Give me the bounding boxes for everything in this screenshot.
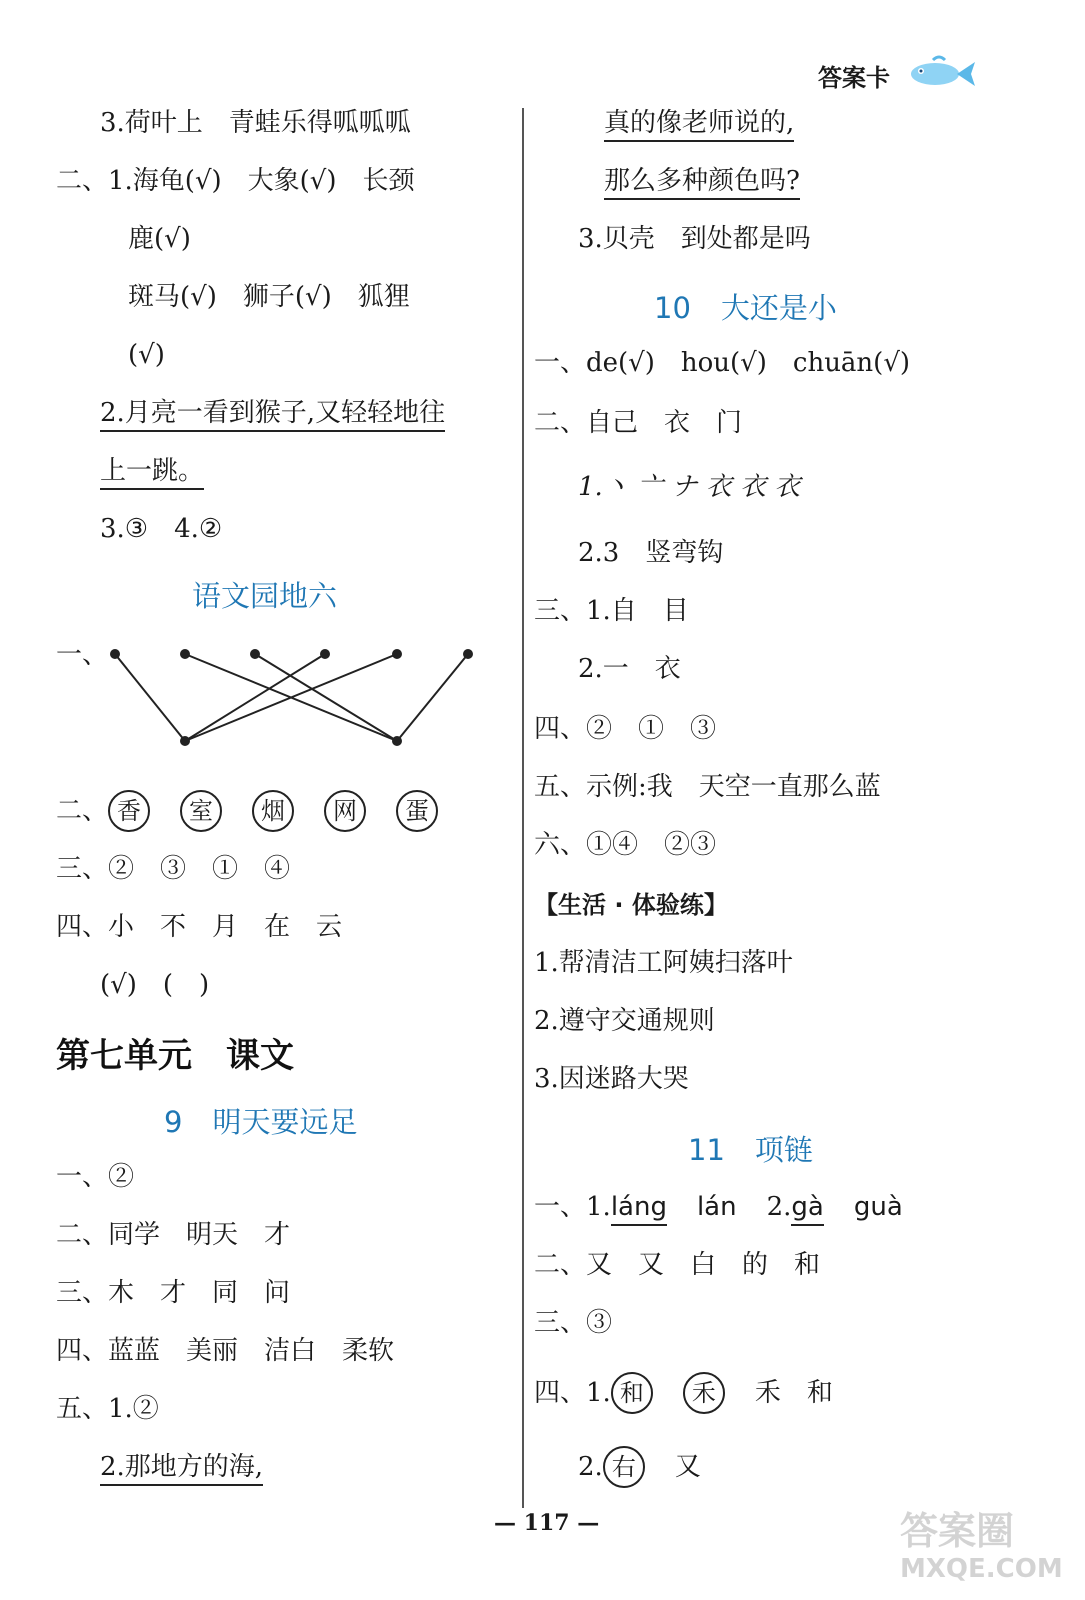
d5-prefix: 2.: [578, 1452, 603, 1482]
page-number-value: 117: [523, 1510, 570, 1536]
left-a1: 一、②: [56, 1162, 135, 1192]
fish-icon: [905, 52, 977, 92]
pinyin-ga: gà: [791, 1192, 823, 1226]
d4-rest: 禾 和: [754, 1378, 833, 1408]
page-number: — 117 —: [494, 1510, 600, 1536]
left-line-8: 3.③ 4.②: [100, 514, 223, 544]
watermark-line-2: MXQE.COM: [900, 1554, 1063, 1584]
left-a2: 二、同学 明天 才: [56, 1220, 291, 1250]
circled-char: 香: [108, 790, 150, 832]
circled-chars-row: [56, 790, 468, 832]
lesson-11-number: 11: [688, 1133, 725, 1167]
heading-lesson-11: [688, 1128, 813, 1169]
lesson-10-number: 10: [654, 291, 691, 325]
right-line-3: 3.贝壳 到处都是吗: [578, 224, 811, 254]
right-b6: 2.一 衣: [578, 654, 681, 684]
right-b7: 四、② ① ③: [534, 714, 717, 744]
lesson-9-number: 9: [164, 1105, 183, 1139]
left-a5: 五、1.②: [56, 1394, 159, 1424]
right-d1: [534, 1192, 903, 1222]
lesson-11-title: 项链: [754, 1133, 813, 1167]
right-d5: [578, 1446, 701, 1488]
left-line-4: 斑马(√) 狮子(√) 狐狸: [128, 282, 410, 312]
right-c3: 3.因迷路大哭: [534, 1064, 689, 1094]
right-d3: 三、③: [534, 1308, 613, 1338]
circled-char: 烟: [252, 790, 294, 832]
pinyin-lang: láng: [611, 1192, 667, 1226]
watermark: [900, 1509, 1063, 1584]
right-d4: [534, 1372, 833, 1414]
circled-char: 禾: [683, 1372, 725, 1414]
left-line-5: (√): [128, 340, 165, 370]
d1-prefix: 一、1.: [534, 1192, 611, 1222]
left-san: 三、② ③ ① ④: [56, 854, 291, 884]
left-line-3: 鹿(√): [128, 224, 191, 254]
right-b9: 六、①④ ②③: [534, 830, 717, 860]
right-b2: 二、自己 衣 门: [534, 408, 743, 438]
right-c1: 1.帮清洁工阿姨扫落叶: [534, 948, 793, 978]
right-d2: 二、又 又 白 的 和: [534, 1250, 821, 1280]
circled-char: 和: [611, 1372, 653, 1414]
right-line-2: 那么多种颜色吗?: [604, 166, 800, 200]
right-b8: 五、示例:我 天空一直那么蓝: [534, 772, 881, 802]
matching-lines-diagram: [100, 640, 490, 760]
right-b5: 三、1.自 目: [534, 596, 689, 626]
header-label: 答案卡: [818, 64, 890, 92]
left-si: 四、小 不 月 在 云: [56, 912, 343, 942]
d1-num2: 2.: [766, 1192, 792, 1222]
circled-char: 室: [180, 790, 222, 832]
heading-lesson-9: [164, 1100, 357, 1141]
left-si-2: (√) ( ): [100, 970, 210, 1000]
watermark-line-1: 答案圈: [900, 1509, 1015, 1553]
matching-prefix: 一、: [56, 640, 109, 670]
circled-char: 右: [603, 1446, 645, 1488]
unit-title: 第七单元 课文: [56, 1036, 294, 1076]
lesson-10-title: 大还是小: [720, 291, 837, 325]
left-a3: 三、木 才 同 问: [56, 1278, 291, 1308]
right-b4: 2.3 竖弯钩: [578, 538, 724, 568]
circled-char: 网: [324, 790, 366, 832]
pinyin-lan: lán: [696, 1192, 737, 1222]
heading-lesson-10: [654, 286, 837, 327]
left-a4: 四、蓝蓝 美丽 洁白 柔软: [56, 1336, 395, 1366]
left-line-7: 上一跳。: [100, 456, 204, 490]
pinyin-gua: guà: [853, 1192, 903, 1222]
d5-rest: 又: [674, 1452, 701, 1482]
left-a6: 2.那地方的海,: [100, 1452, 263, 1486]
right-line-1: 真的像老师说的,: [604, 108, 794, 142]
left-line-2: 二、1.海龟(√) 大象(√) 长颈: [56, 166, 415, 196]
heading-yuwen-yuandi-6: 语文园地六: [192, 579, 338, 613]
left-line-6: 2.月亮一看到猴子,又轻轻地往: [100, 398, 445, 432]
circled-prefix: 二、: [56, 796, 109, 826]
life-practice-heading: 【生活 · 体验练】: [534, 891, 728, 919]
circled-char: 蛋: [396, 790, 438, 832]
left-line-1: 3.荷叶上 青蛙乐得呱呱呱: [100, 108, 411, 138]
d4-prefix: 四、1.: [534, 1378, 611, 1408]
column-divider: [522, 108, 524, 1508]
right-c2: 2.遵守交通规则: [534, 1006, 715, 1036]
lesson-9-title: 明天要远足: [212, 1105, 358, 1139]
right-b1: 一、de(√) hou(√) chuān(√): [534, 348, 911, 378]
right-b3: 1.丶 亠 ナ 衣 衣 衣: [578, 472, 801, 502]
